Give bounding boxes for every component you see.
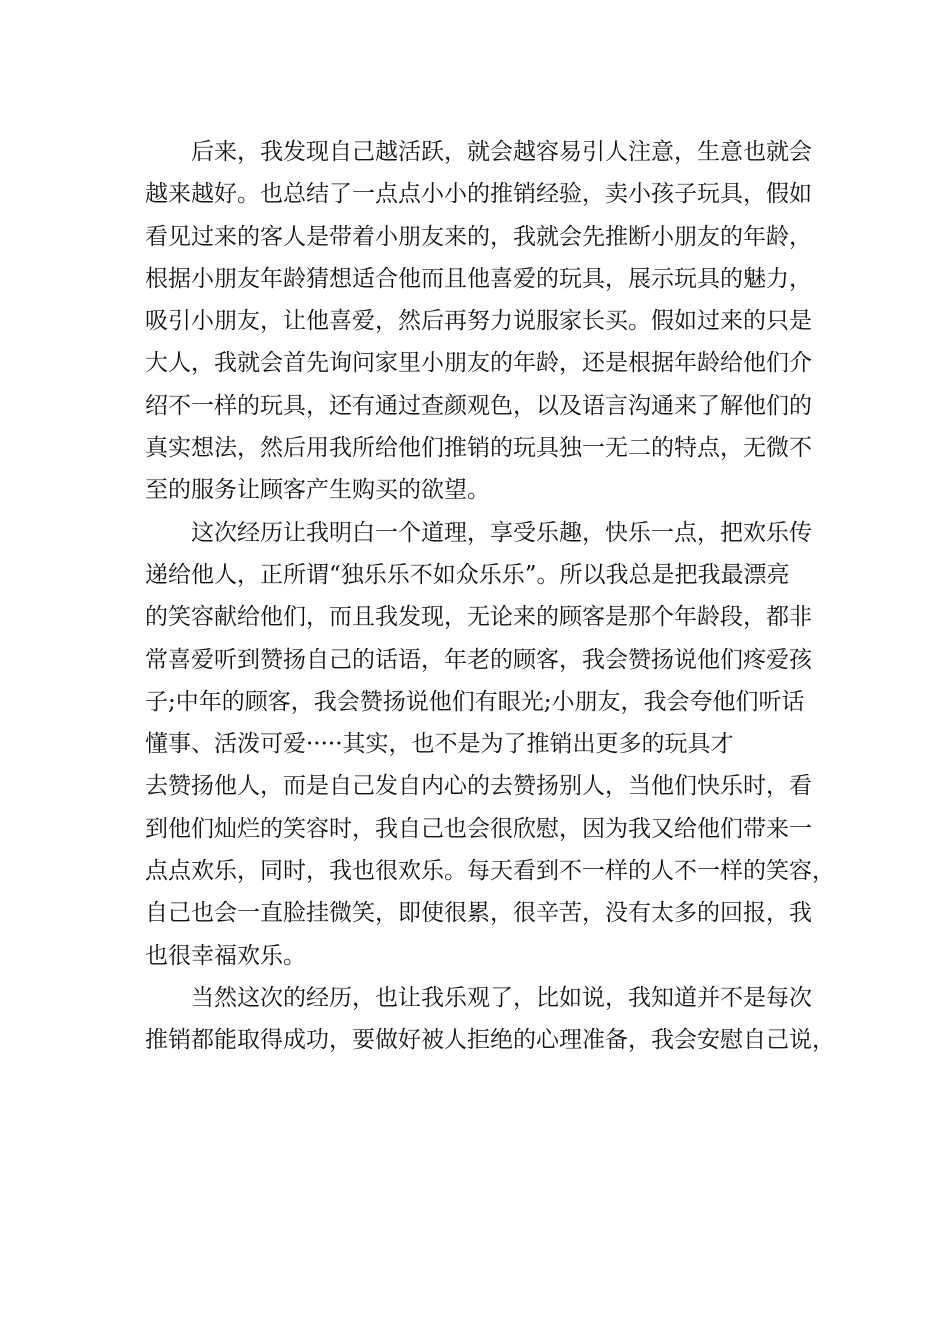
paragraph-1-line-4: 根据小朋友年龄猜想适合他而且他喜爱的玩具，展示玩具的魅力， [145,265,812,292]
paragraph-1-line-3: 看见过来的客人是带着小朋友来的，我就会先推断小朋友的年龄， [145,223,812,250]
paragraph-1-line-2: 越来越好。也总结了一点点小小的推销经验，卖小孩子玩具，假如 [145,181,812,208]
paragraph-2-line-5: 子;中年的顾客，我会赞扬说他们有眼光;小朋友，我会夸他们听话 [145,688,805,715]
paragraph-1-line-9: 至的服务让顾客产生购买的欲望。 [145,477,490,504]
paragraph-1-line-7: 绍不一样的玩具，还有通过查颜观色，以及语言沟通来了解他们的 [145,392,812,419]
paragraph-2-line-2: 递给他人，正所谓“独乐乐不如众乐乐”。所以我总是把我最漂亮 [145,561,790,588]
body-text [145,131,835,1062]
paragraph-2-line-1: 这次经历让我明白一个道理，享受乐趣，快乐一点，把欢乐传 [191,519,812,546]
paragraph-2-line-11: 也很幸福欢乐。 [145,942,306,969]
paragraph-2-line-9: 点点欢乐，同时，我也很欢乐。每天看到不一样的人不一样的笑容， [145,858,835,885]
paragraph-2-line-10: 自己也会一直脸挂微笑，即使很累，很辛苦，没有太多的回报，我 [145,900,812,927]
paragraph-2-line-3: 的笑容献给他们，而且我发现，无论来的顾客是那个年龄段，都非 [145,604,812,631]
paragraph-1-line-1: 后来，我发现自己越活跃，就会越容易引人注意，生意也就会 [191,139,812,165]
paragraph-1-line-6: 大人，我就会首先询问家里小朋友的年龄，还是根据年龄给他们介 [145,350,812,377]
paragraph-2-line-8: 到他们灿烂的笑容时，我自己也会很欣慰，因为我又给他们带来一 [145,815,812,842]
paragraph-3-line-1: 当然这次的经历，也让我乐观了，比如说，我知道并不是每次 [191,984,812,1011]
paragraph-3-line-2: 推销都能取得成功，要做好被人拒绝的心理准备，我会安慰自己说， [145,1027,835,1054]
paragraph-2-line-7: 去赞扬他人，而是自己发自内心的去赞扬别人，当他们快乐时，看 [145,773,812,800]
paragraph-1-line-5: 吸引小朋友，让他喜爱，然后再努力说服家长买。假如过来的只是 [145,308,812,335]
paragraph-2-line-6: 懂事、活泼可爱·····其实，也不是为了推销出更多的玩具才 [145,731,734,758]
paragraph-2-line-4: 常喜爱听到赞扬自己的话语，年老的顾客，我会赞扬说他们疼爱孩 [145,646,812,673]
paragraph-1-line-8: 真实想法，然后用我所给他们推销的玩具独一无二的特点，无微不 [145,435,812,462]
